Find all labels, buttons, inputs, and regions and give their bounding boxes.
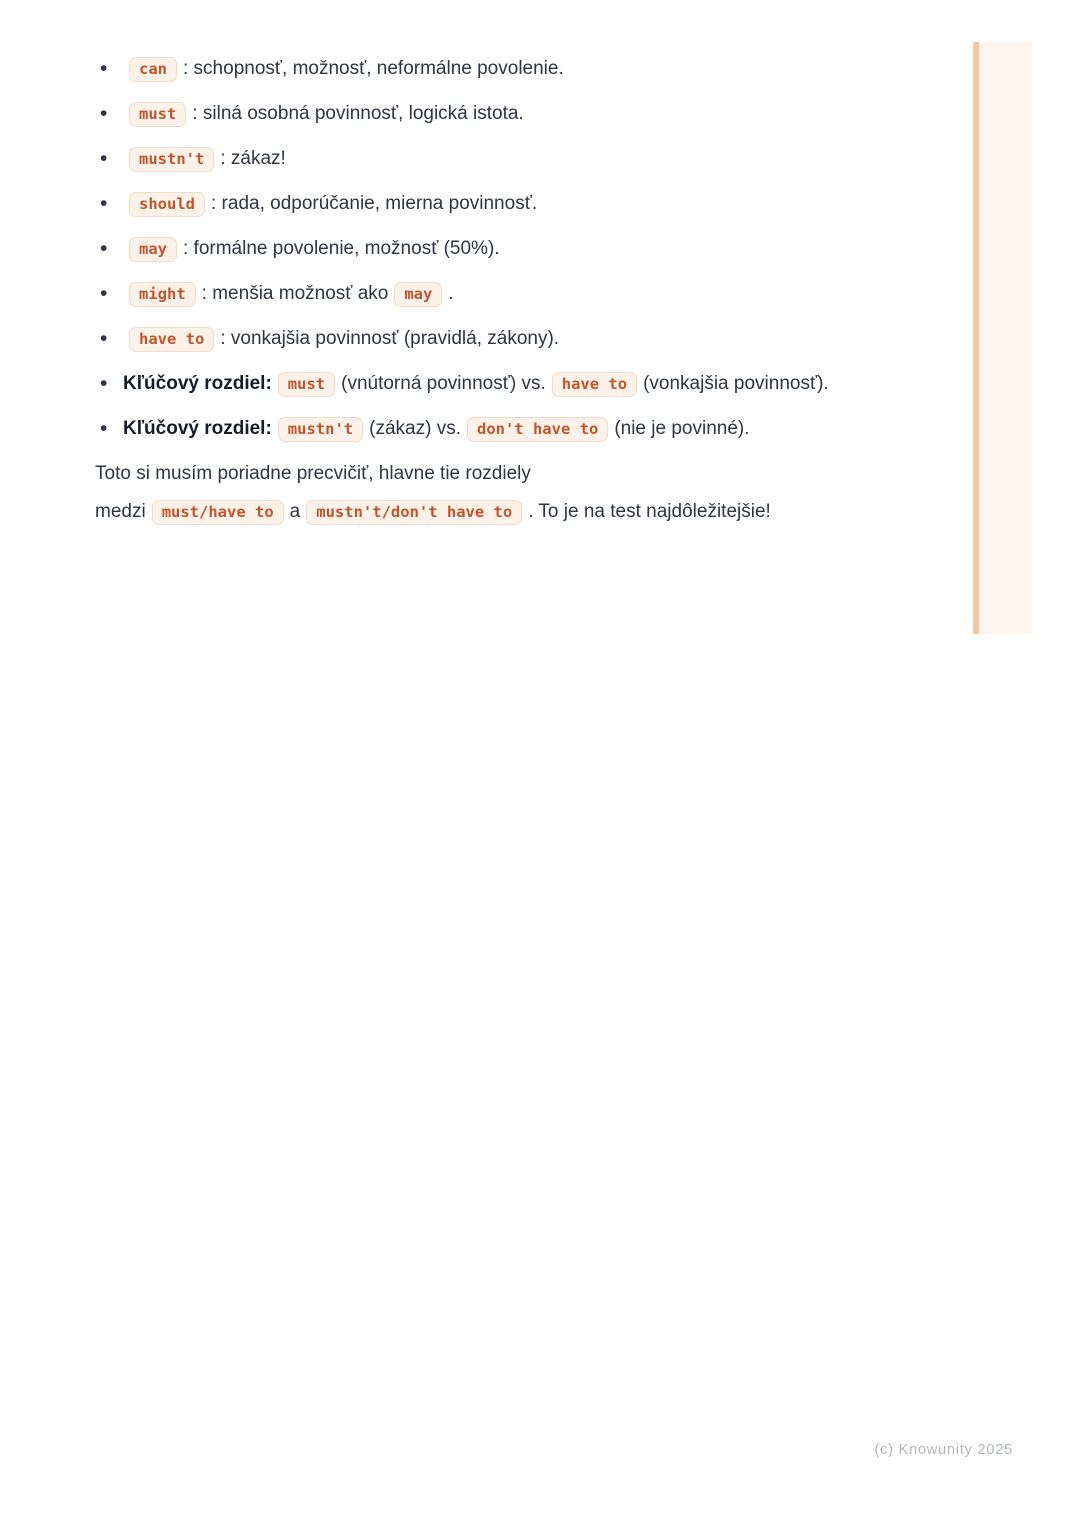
modal-verbs-list — [95, 50, 835, 448]
code-badge: may — [394, 282, 442, 307]
code-badge: have to — [552, 372, 637, 397]
item-text: : schopnosť, možnosť, neformálne povolenie. — [183, 58, 564, 79]
item-text: : menšia možnosť ako — [201, 283, 389, 304]
item-text: : silná osobná povinnosť, logická istota. — [192, 103, 524, 124]
item-text: (nie je povinné). — [614, 418, 750, 439]
code-badge: don't have to — [467, 417, 608, 442]
code-badge: mustn't — [278, 417, 363, 442]
code-badge: have to — [129, 327, 214, 352]
list-item-may — [95, 230, 835, 268]
code-badge: can — [129, 57, 177, 82]
list-item-have-to — [95, 320, 835, 358]
code-badge: must — [278, 372, 335, 397]
paragraph-text: Toto si musím poriadne precvičiť, hlavne tie rozdiely medzi — [95, 463, 531, 522]
code-badge: might — [129, 282, 196, 307]
code-badge: mustn't/don't have to — [306, 500, 522, 525]
item-bold-label: Kľúčový rozdiel: — [123, 373, 272, 394]
item-bold-label: Kľúčový rozdiel: — [123, 418, 272, 439]
list-item-can — [95, 50, 835, 88]
item-text: : vonkajšia povinnosť (pravidlá, zákony). — [220, 328, 560, 349]
item-text: : zákaz! — [220, 148, 286, 169]
copyright-footer: (c) Knowunity 2025 — [874, 1442, 1013, 1458]
item-text: . — [448, 283, 454, 304]
list-item-should — [95, 185, 835, 223]
item-text: : rada, odporúčanie, mierna povinnosť. — [211, 193, 538, 214]
item-text: (vonkajšia povinnosť). — [643, 373, 829, 394]
code-badge: must — [129, 102, 186, 127]
list-item-key-difference-1 — [95, 365, 835, 403]
list-item-key-difference-2 — [95, 410, 835, 448]
item-text: (vnútorná povinnosť) vs. — [341, 373, 546, 394]
closing-paragraph — [95, 455, 840, 531]
list-item-mustnt — [95, 140, 835, 178]
item-text: : formálne povolenie, možnosť (50%). — [183, 238, 500, 259]
code-badge: should — [129, 192, 205, 217]
code-badge: may — [129, 237, 177, 262]
item-text: (zákaz) vs. — [369, 418, 461, 439]
note-content — [95, 50, 840, 531]
code-badge: must/have to — [152, 500, 284, 525]
right-accent-line — [973, 42, 979, 634]
right-margin-strip — [979, 42, 1032, 634]
list-item-might — [95, 275, 835, 313]
list-item-must — [95, 95, 835, 133]
paragraph-text: a — [289, 501, 301, 522]
paragraph-text: . To je na test najdôležitejšie! — [528, 501, 771, 522]
code-badge: mustn't — [129, 147, 214, 172]
